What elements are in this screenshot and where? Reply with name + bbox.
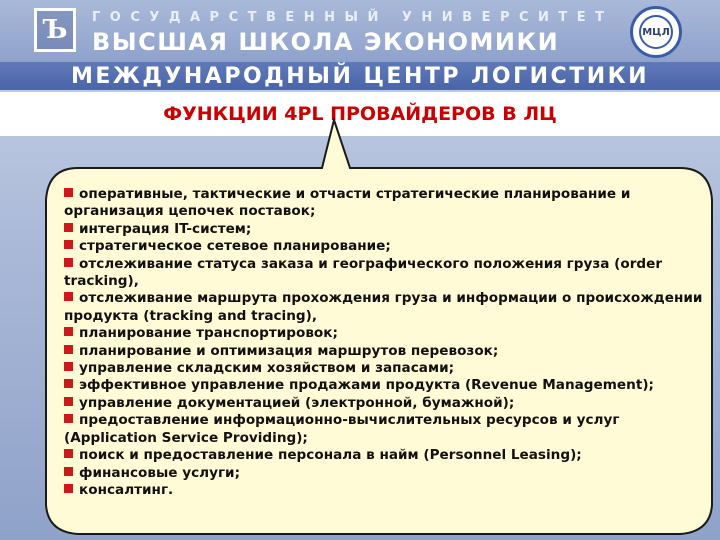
- list-item: [64, 482, 704, 499]
- list-item-text: отслеживание маршрута прохождения груза и информации о происхождении продукта (tracking and tracing),: [64, 290, 703, 324]
- list-item-text: управление документацией (электронной, бумажной);: [79, 394, 515, 411]
- bullet-icon: [64, 258, 73, 267]
- list-item: [64, 412, 704, 447]
- badge-label: МЦЛ: [639, 15, 673, 49]
- slide-title: ФУНКЦИИ 4PL ПРОВАЙДЕРОВ В ЛЦ: [163, 103, 557, 125]
- list-item-text: стратегическое сетевое планирование;: [79, 238, 391, 255]
- list-item-text: эффективное управление продажами продукта (Revenue Management);: [79, 377, 654, 394]
- list-item-text: интеграция IT-систем;: [79, 220, 252, 237]
- list-item-text: планирование транспортировок;: [79, 325, 338, 342]
- list-item-text: финансовые услуги;: [79, 464, 241, 481]
- bullet-icon: [64, 379, 73, 388]
- bullet-icon: [64, 188, 73, 197]
- list-item: [64, 325, 704, 342]
- logo-letter: Ъ: [42, 15, 68, 45]
- list-item: [64, 465, 704, 482]
- bullet-icon: [64, 327, 73, 336]
- list-item-text: поиск и предоставление персонала в найм (Personnel Leasing);: [79, 447, 582, 464]
- functions-list: [64, 186, 704, 499]
- list-item: [64, 238, 704, 255]
- bullet-icon: [64, 467, 73, 476]
- list-item-text: планирование и оптимизация маршрутов перевозок;: [79, 342, 499, 359]
- list-item: [64, 343, 704, 360]
- list-item-text: предоставление информационно-вычислительных ресурсов и услуг (Application Service Providing);: [64, 412, 620, 446]
- bullet-icon: [64, 345, 73, 354]
- bullet-icon: [64, 484, 73, 493]
- list-item: [64, 395, 704, 412]
- bullet-icon: [64, 397, 73, 406]
- list-item: [64, 360, 704, 377]
- list-item-text: управление складским хозяйством и запасами;: [79, 360, 455, 377]
- bullet-icon: [64, 292, 73, 301]
- bullet-icon: [64, 449, 73, 458]
- bullet-icon: [64, 240, 73, 249]
- university-name-line1: ГОСУДАРСТВЕННЫЙ УНИВЕРСИТЕТ: [92, 10, 614, 25]
- list-item: [64, 221, 704, 238]
- center-name: МЕЖДУНАРОДНЫЙ ЦЕНТР ЛОГИСТИКИ: [70, 64, 650, 89]
- list-item: [64, 186, 704, 221]
- bullet-icon: [64, 414, 73, 423]
- list-item: [64, 447, 704, 464]
- list-item: [64, 290, 704, 325]
- university-name-line2: ВЫСШАЯ ШКОЛА ЭКОНОМИКИ: [92, 28, 560, 56]
- list-item-text: отслеживание статуса заказа и географического положения груза (order tracking),: [64, 255, 663, 290]
- bullet-icon: [64, 223, 73, 232]
- list-item-text: консалтинг.: [79, 481, 174, 498]
- list-item: [64, 256, 704, 291]
- bullet-icon: [64, 362, 73, 371]
- list-item-text: оперативные, тактические и отчасти стратегические планирование и организация цепочек поставок;: [64, 186, 631, 220]
- list-item: [64, 377, 704, 394]
